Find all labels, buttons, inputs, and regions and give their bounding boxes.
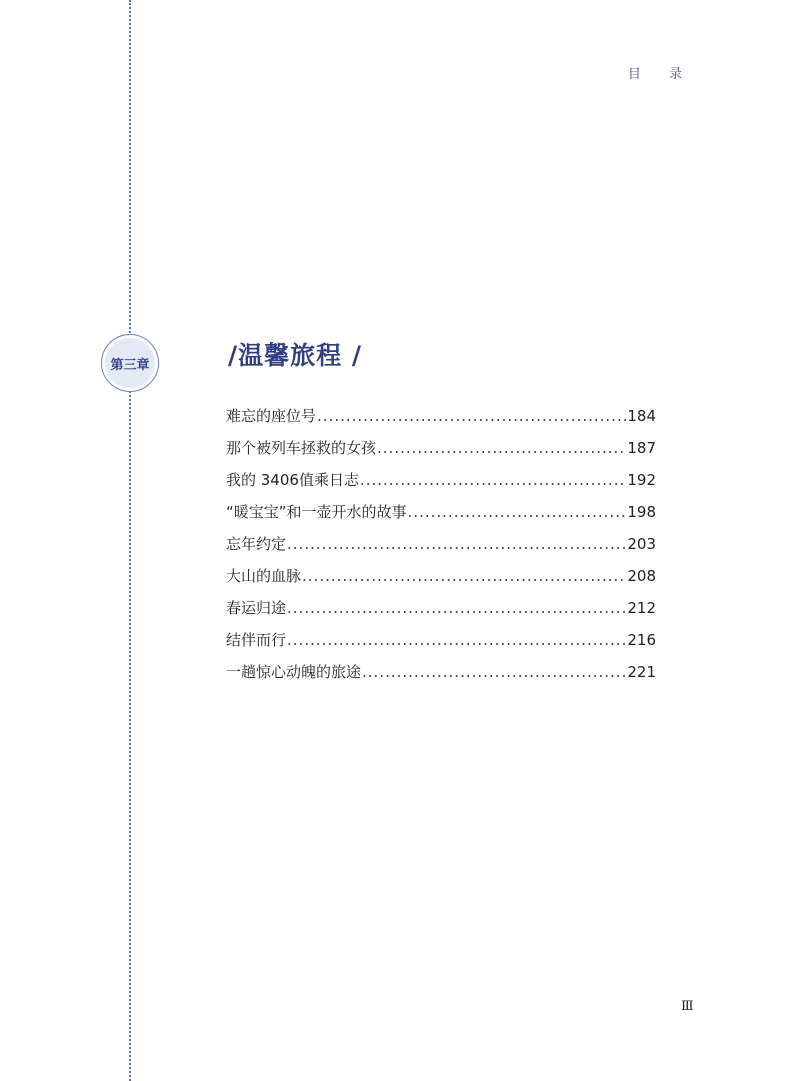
toc-entry-page: 221 <box>627 663 656 681</box>
toc-entry-page: 192 <box>627 471 656 489</box>
toc-leader-dots <box>408 500 627 524</box>
section-title: /温馨旅程 / <box>228 341 362 370</box>
toc-entry-title: 我的 3406值乘日志 <box>226 471 359 489</box>
page-number: Ⅲ <box>681 999 694 1014</box>
chapter-badge-label: 第三章 <box>110 357 150 373</box>
toc-leader-dots <box>317 404 626 428</box>
toc-entry-page: 187 <box>627 439 656 457</box>
toc-entry-title: “暖宝宝”和一壶开水的故事 <box>226 503 407 521</box>
toc-entry[interactable] <box>226 532 656 564</box>
toc-entry[interactable] <box>226 436 656 468</box>
chapter-badge <box>101 334 159 392</box>
toc-entry-title: 结伴而行 <box>226 631 287 649</box>
toc-entry-page: 208 <box>627 567 656 585</box>
toc-leader-dots <box>287 532 626 556</box>
margin-dotted-line <box>129 0 131 1081</box>
toc-entry-page: 203 <box>627 535 656 553</box>
toc-leader-dots <box>287 596 626 620</box>
toc-entry-title: 忘年约定 <box>226 535 287 553</box>
toc-entry[interactable] <box>226 596 656 628</box>
toc-leader-dots <box>302 564 626 588</box>
toc-entry[interactable] <box>226 500 656 532</box>
toc-list <box>226 404 656 692</box>
toc-leader-dots <box>362 660 626 684</box>
toc-entry[interactable] <box>226 660 656 692</box>
toc-leader-dots <box>377 436 626 460</box>
toc-entry-page: 184 <box>627 407 656 425</box>
toc-entry-title: 难忘的座位号 <box>226 407 317 425</box>
toc-entry-page: 212 <box>627 599 656 617</box>
toc-entry-page: 198 <box>627 503 656 521</box>
toc-entry-page: 216 <box>627 631 656 649</box>
toc-entry-title: 大山的血脉 <box>226 567 302 585</box>
toc-leader-dots <box>360 468 626 492</box>
toc-leader-dots <box>287 628 626 652</box>
toc-entry-title: 一趟惊心动魄的旅途 <box>226 663 362 681</box>
running-header: 目 录 <box>627 67 694 82</box>
toc-entry-title: 春运归途 <box>226 599 287 617</box>
toc-entry[interactable] <box>226 564 656 596</box>
toc-entry[interactable] <box>226 628 656 660</box>
toc-entry-title: 那个被列车拯救的女孩 <box>226 439 377 457</box>
toc-entry[interactable] <box>226 468 656 500</box>
toc-entry[interactable] <box>226 404 656 436</box>
